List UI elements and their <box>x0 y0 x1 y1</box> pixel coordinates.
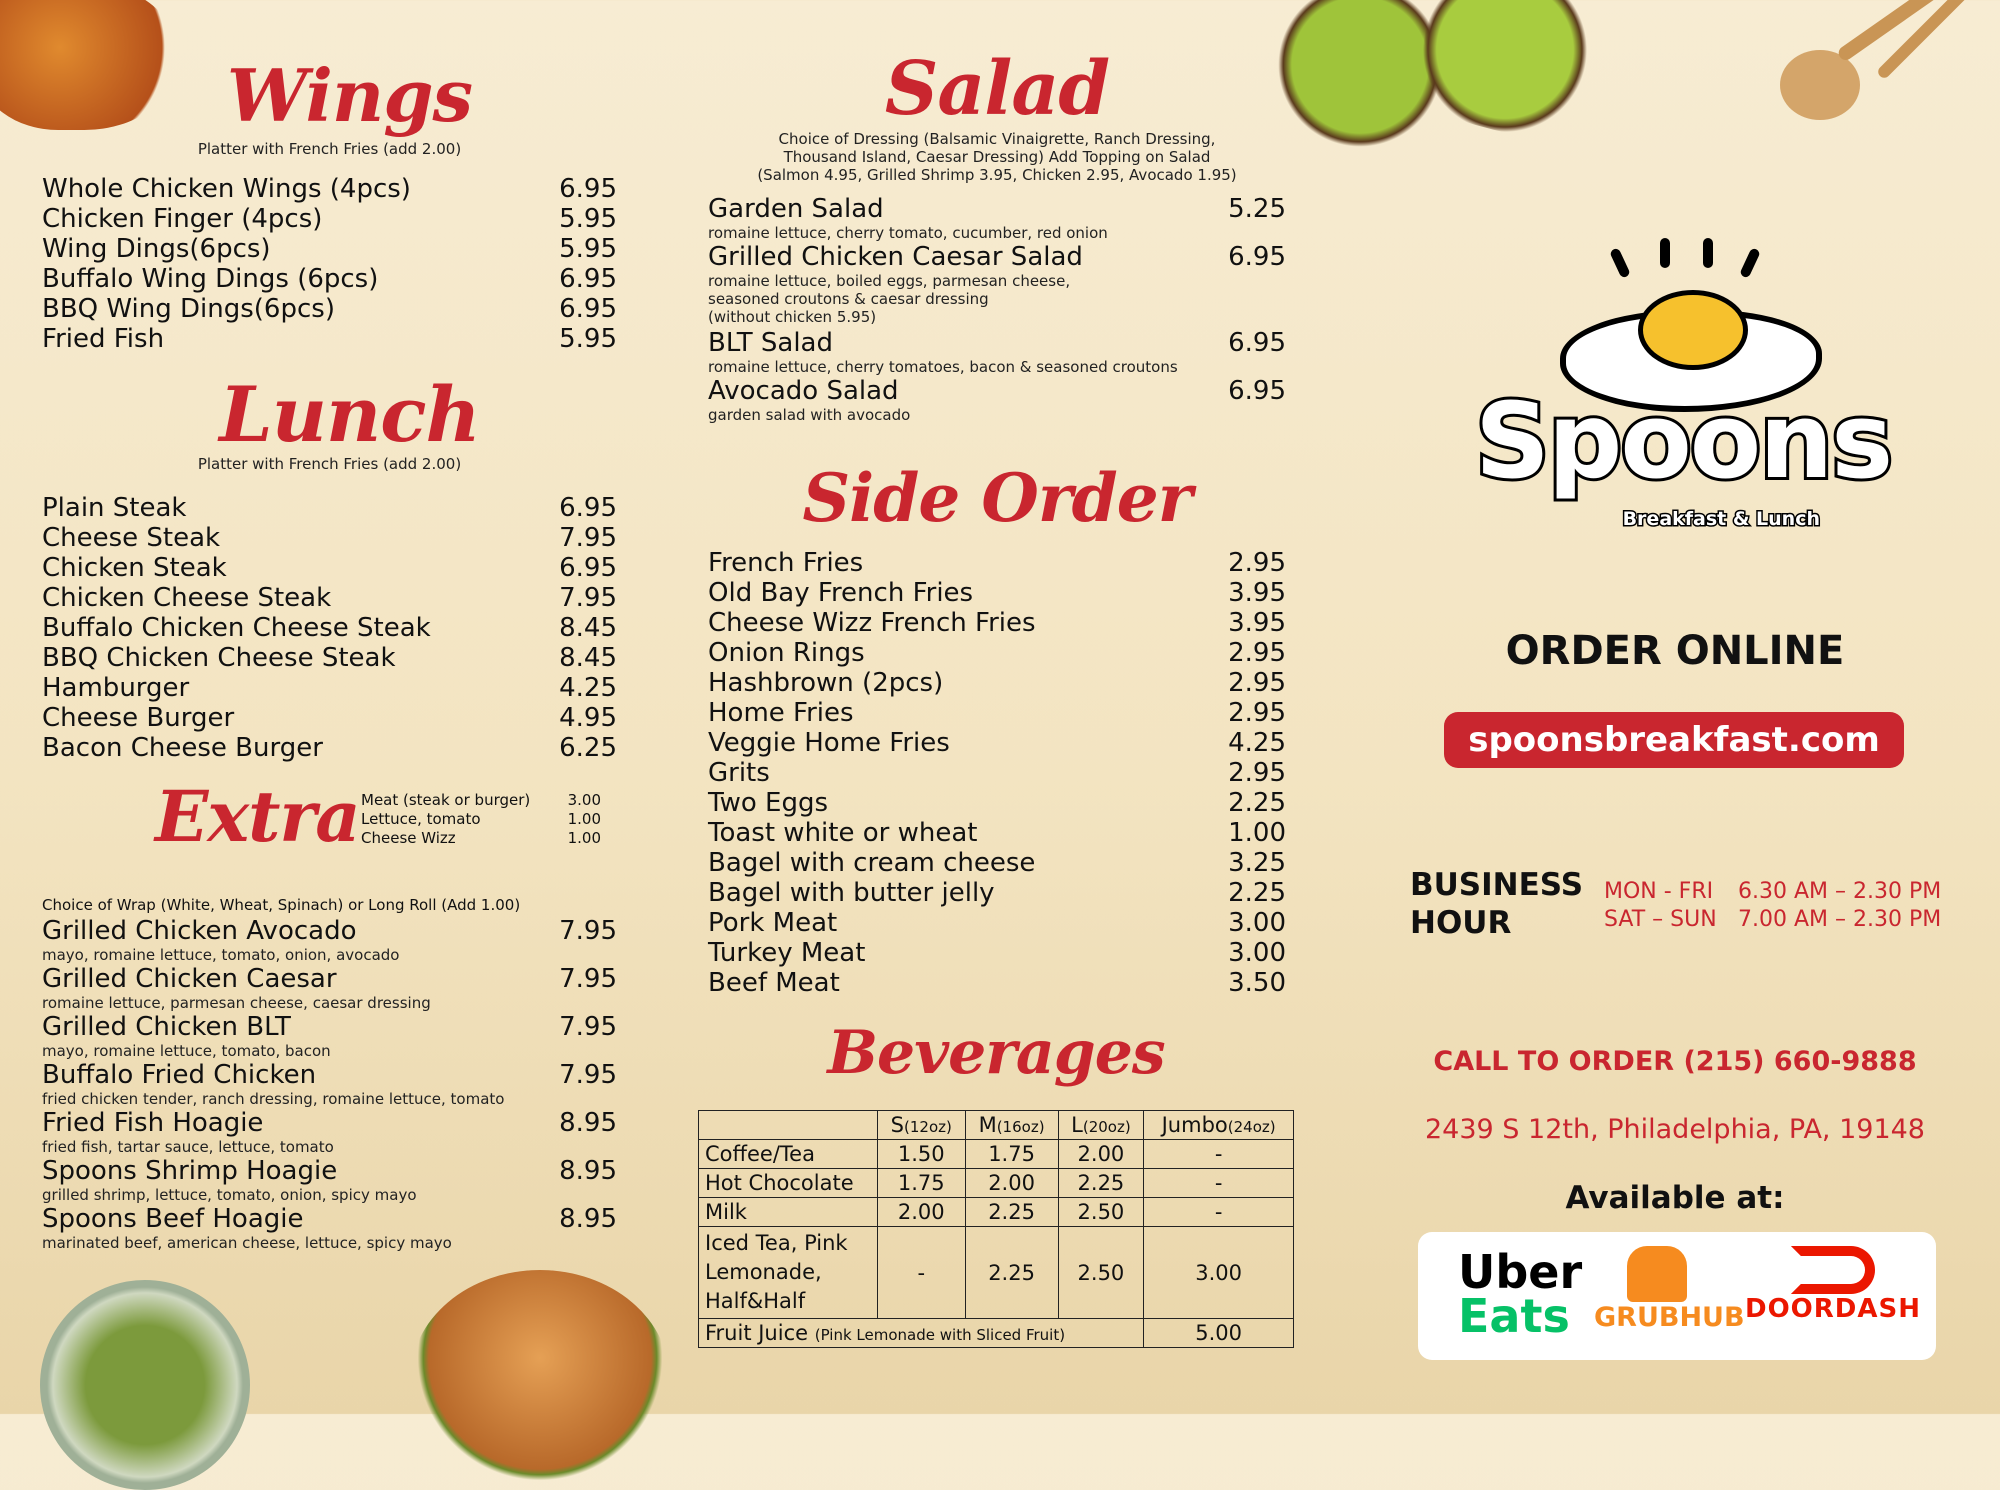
avocado-toast-image <box>1270 0 1610 160</box>
side-order-list <box>708 548 1286 998</box>
hours-row: MON - FRI 6.30 AM – 2.30 PM <box>1604 879 1942 904</box>
menu-item: Cheese Steak 7.95 <box>42 523 617 553</box>
table-row: Iced Tea, Pink Lemonade, Half&Half - 2.25 2.50 3.00 <box>699 1227 1294 1319</box>
website-link[interactable]: spoonsbreakfast.com <box>1444 712 1904 768</box>
menu-item: Hamburger 4.25 <box>42 673 617 703</box>
menu-item: Pork Meat 3.00 <box>708 908 1286 938</box>
side-order-section <box>708 458 1286 998</box>
wrap-item: Grilled Chicken Avocado 7.95 mayo, romaine lettuce, tomato, onion, avocado <box>42 916 617 964</box>
wrap-item: Spoons Beef Hoagie 8.95 marinated beef, american cheese, lettuce, spicy mayo <box>42 1204 617 1252</box>
menu-item: Plain Steak 6.95 <box>42 493 617 523</box>
table-row: Fruit Juice (Pink Lemonade with Sliced Fruit) 5.00 <box>699 1319 1294 1348</box>
order-online-heading: ORDER ONLINE <box>1505 628 1845 674</box>
table-row: Milk 2.00 2.25 2.50 - <box>699 1198 1294 1227</box>
hours-row: SAT – SUN 7.00 AM – 2.30 PM <box>1604 907 1942 932</box>
address: 2439 S 12th, Philadelphia, PA, 19148 <box>1425 1114 1925 1145</box>
salad-bowl-image <box>40 1280 250 1490</box>
logo-wordmark: Spoons <box>1475 380 1892 502</box>
section-title-side-order: Side Order <box>802 459 1192 537</box>
extra-section <box>155 775 605 865</box>
wrap-item: Buffalo Fried Chicken 7.95 fried chicken tender, ranch dressing, romaine lettuce, tomato <box>42 1060 617 1108</box>
wings-section <box>42 50 617 354</box>
menu-item: Toast white or wheat 1.00 <box>708 818 1286 848</box>
doordash-logo[interactable]: DOORDASH <box>1738 1246 1928 1324</box>
wings-note: Platter with French Fries (add 2.00) <box>197 140 462 158</box>
menu-item: Old Bay French Fries 3.95 <box>708 578 1286 608</box>
menu-item: Two Eggs 2.25 <box>708 788 1286 818</box>
menu-item: Buffalo Wing Dings (6pcs) 6.95 <box>42 264 617 294</box>
menu-item: Cheese Burger 4.95 <box>42 703 617 733</box>
wrap-item: Spoons Shrimp Hoagie 8.95 grilled shrimp, lettuce, tomato, onion, spicy mayo <box>42 1156 617 1204</box>
uber-eats-logo[interactable]: Uber Eats <box>1458 1245 1583 1343</box>
section-title-beverages: Beverages <box>827 1018 1165 1088</box>
wrap-item: Grilled Chicken Caesar 7.95 romaine lettuce, parmesan cheese, caesar dressing <box>42 964 617 1012</box>
menu-item: Home Fries 2.95 <box>708 698 1286 728</box>
salad-item: Grilled Chicken Caesar Salad 6.95 romaine lettuce, boiled eggs, parmesan cheese, seasoned croutons & caesar dressing (without chicken 5.95) <box>708 242 1286 326</box>
extra-item: Cheese Wizz 1.00 <box>361 829 601 847</box>
brand-panel <box>1380 230 1980 1380</box>
salad-item: BLT Salad 6.95 romaine lettuce, cherry tomatoes, bacon & seasoned croutons <box>708 328 1286 376</box>
menu-item: Chicken Finger (4pcs) 5.95 <box>42 204 617 234</box>
table-header-row: S(12oz) M(16oz) L(20oz) Jumbo(24oz) <box>699 1111 1294 1140</box>
menu-item: French Fries 2.95 <box>708 548 1286 578</box>
lunch-note: Platter with French Fries (add 2.00) <box>197 455 462 473</box>
extra-item: Meat (steak or burger) 3.00 <box>361 791 601 809</box>
grubhub-logo[interactable]: GRUBHUB <box>1594 1246 1720 1333</box>
menu-item: Fried Fish 5.95 <box>42 324 617 354</box>
wrap-item: Fried Fish Hoagie 8.95 fried fish, tartar sauce, lettuce, tomato <box>42 1108 617 1156</box>
beverages-section <box>698 1010 1294 1348</box>
menu-item: Chicken Cheese Steak 7.95 <box>42 583 617 613</box>
table-row: Coffee/Tea 1.50 1.75 2.00 - <box>699 1140 1294 1169</box>
wraps-note: Choice of Wrap (White, Wheat, Spinach) or Long Roll (Add 1.00) <box>42 896 521 914</box>
salad-item: Avocado Salad 6.95 garden salad with avocado <box>708 376 1286 424</box>
menu-item: Bagel with butter jelly 2.25 <box>708 878 1286 908</box>
burger-image <box>410 1270 670 1490</box>
section-title-salad: Salad <box>884 46 1110 132</box>
menu-item: Wing Dings(6pcs) 5.95 <box>42 234 617 264</box>
beverages-table <box>698 1110 1294 1348</box>
spoons-logo <box>1475 230 1892 560</box>
available-at-label: Available at: <box>1565 1180 1785 1216</box>
salad-note: Choice of Dressing (Balsamic Vinaigrette, Ranch Dressing, Thousand Island, Caesar Dressing) Add Topping on Salad (Salmon 4.95, Grilled Shrimp 3.95, Chicken 2.95, Avocado 1.95) <box>757 130 1237 184</box>
section-title-extra: Extra <box>155 775 360 858</box>
business-hour-label: BUSINESS HOUR <box>1410 867 1584 941</box>
lunch-section <box>42 370 617 763</box>
extra-list <box>361 791 601 848</box>
menu-item: Whole Chicken Wings (4pcs) 6.95 <box>42 174 617 204</box>
salad-section <box>708 48 1286 424</box>
menu-item: Onion Rings 2.95 <box>708 638 1286 668</box>
menu-item: Veggie Home Fries 4.25 <box>708 728 1286 758</box>
menu-item: Grits 2.95 <box>708 758 1286 788</box>
house-icon <box>1627 1246 1687 1302</box>
salad-item: Garden Salad 5.25 romaine lettuce, cherry tomato, cucumber, red onion <box>708 194 1286 242</box>
menu-item: BBQ Chicken Cheese Steak 8.45 <box>42 643 617 673</box>
section-title-wings: Wings <box>226 53 473 138</box>
menu-item: Turkey Meat 3.00 <box>708 938 1286 968</box>
menu-item: BBQ Wing Dings(6pcs) 6.95 <box>42 294 617 324</box>
menu-item: Hashbrown (2pcs) 2.95 <box>708 668 1286 698</box>
doordash-icon <box>1791 1246 1875 1294</box>
menu-item: Chicken Steak 6.95 <box>42 553 617 583</box>
section-title-lunch: Lunch <box>219 370 480 459</box>
wraps-section <box>42 896 617 1252</box>
wrap-item: Grilled Chicken BLT 7.95 mayo, romaine lettuce, tomato, bacon <box>42 1012 617 1060</box>
menu-item: Bacon Cheese Burger 6.25 <box>42 733 617 763</box>
business-hours <box>1604 878 1941 934</box>
call-to-order: CALL TO ORDER (215) 660-9888 <box>1433 1046 1917 1077</box>
menu-item: Buffalo Chicken Cheese Steak 8.45 <box>42 613 617 643</box>
menu-item: Bagel with cream cheese 3.25 <box>708 848 1286 878</box>
extra-item: Lettuce, tomato 1.00 <box>361 810 601 828</box>
delivery-partners-box <box>1418 1232 1936 1360</box>
menu-item: Cheese Wizz French Fries 3.95 <box>708 608 1286 638</box>
menu-item: Beef Meat 3.50 <box>708 968 1286 998</box>
table-row: Hot Chocolate 1.75 2.00 2.25 - <box>699 1169 1294 1198</box>
lunch-list <box>42 493 617 763</box>
spoon-fork-image <box>1760 0 2000 160</box>
logo-subtitle: Breakfast & Lunch <box>1622 508 1820 530</box>
wings-list <box>42 174 617 354</box>
